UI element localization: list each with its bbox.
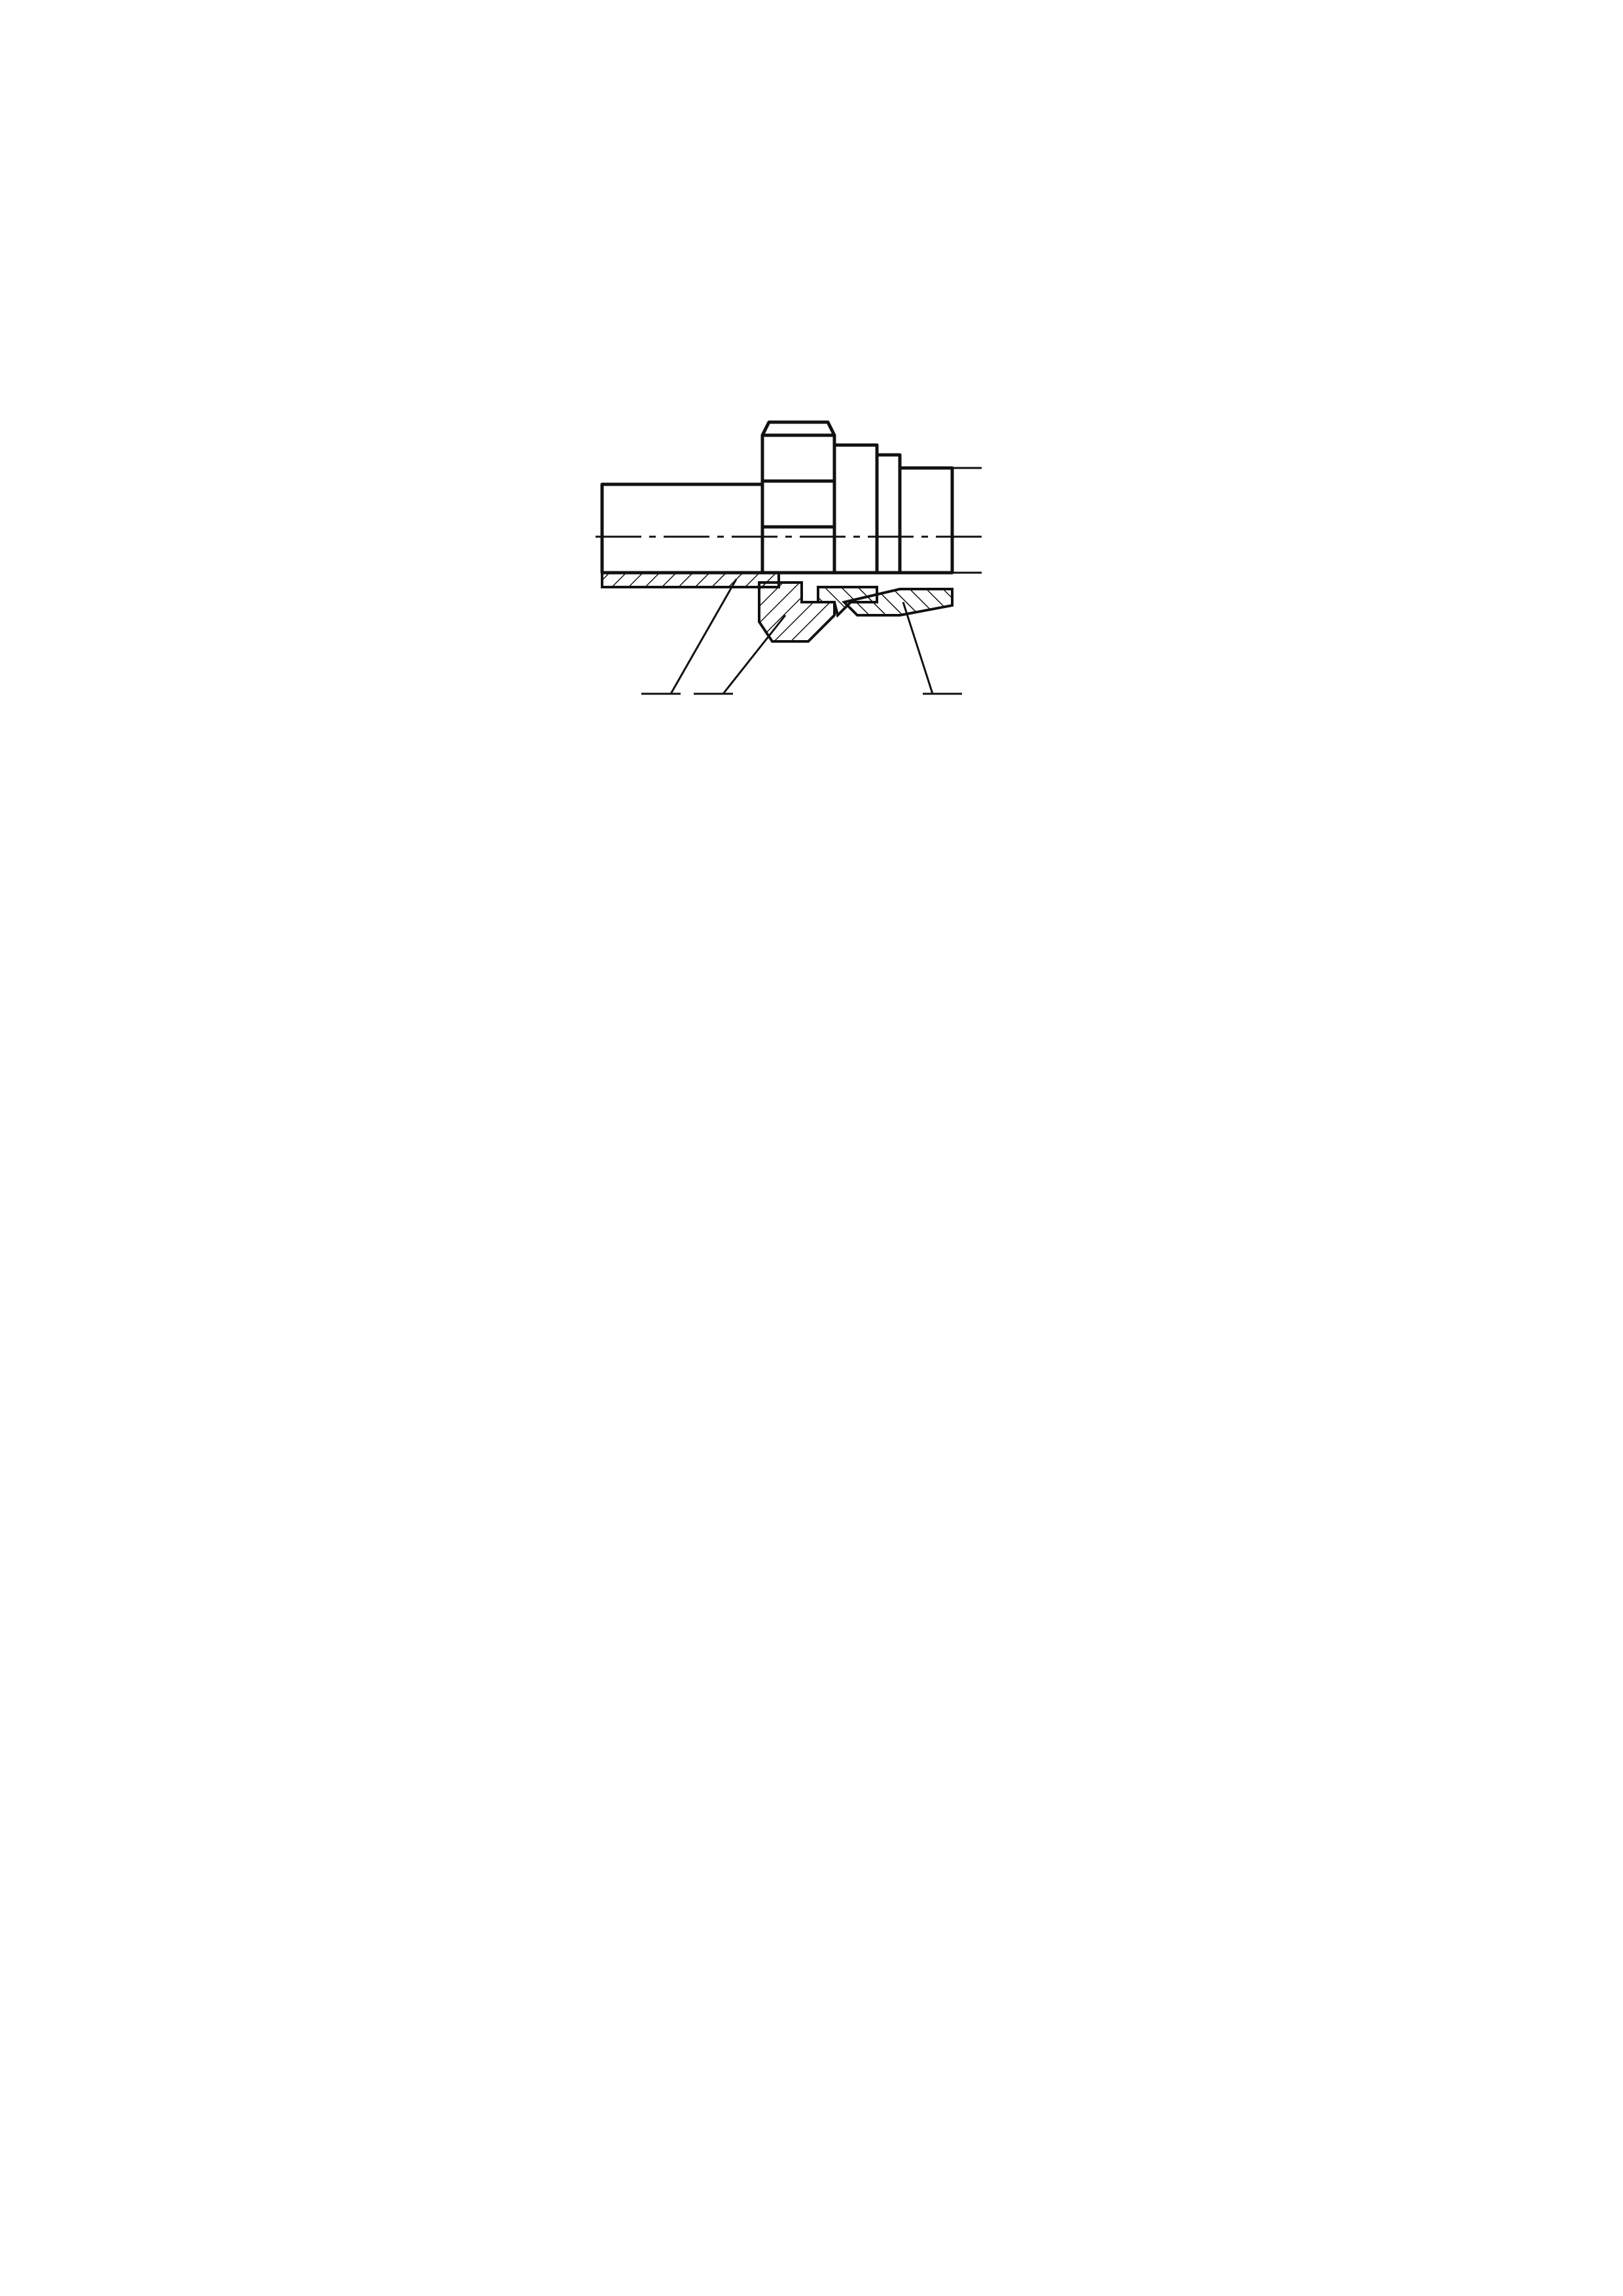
figure-b5-drawing: [576, 406, 995, 707]
